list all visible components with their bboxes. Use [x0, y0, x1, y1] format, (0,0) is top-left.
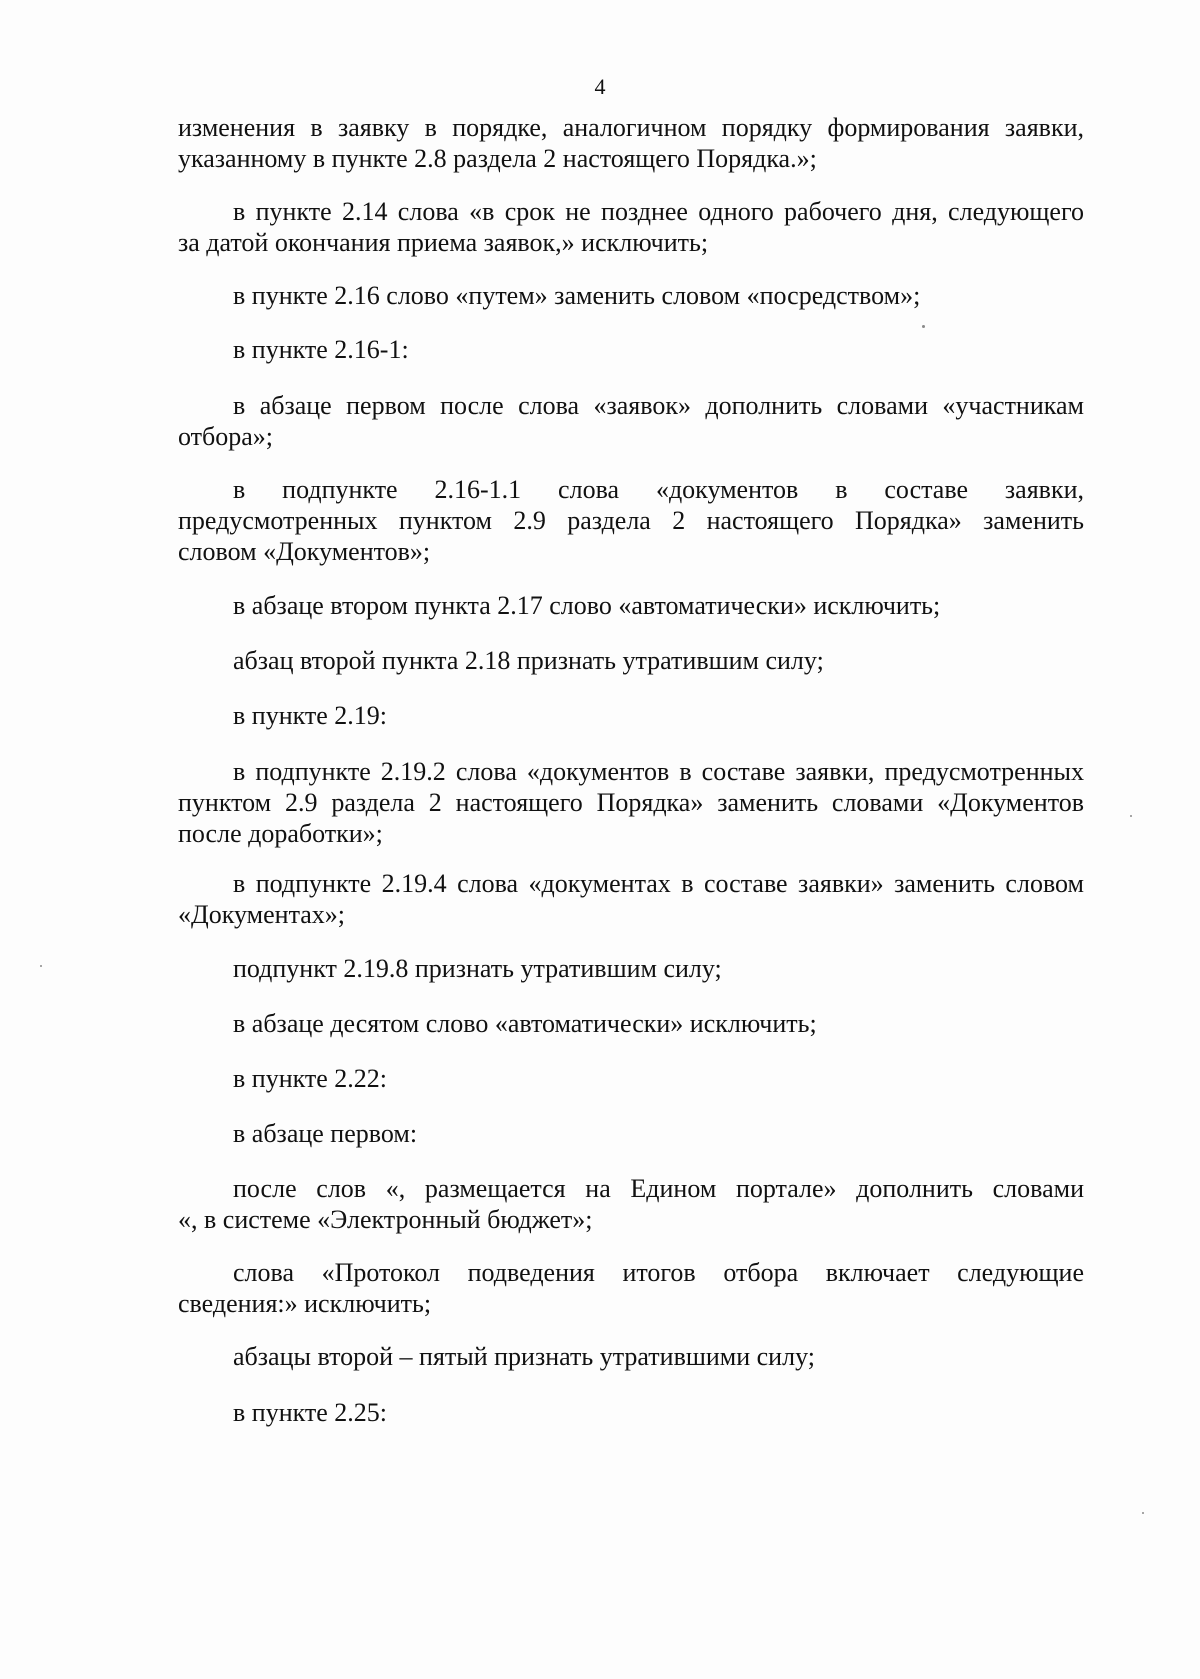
paragraph — [178, 196, 1084, 258]
paragraph-line: «Документах»; — [178, 900, 346, 929]
page-number: 4 — [594, 74, 606, 99]
paragraph — [178, 1118, 1084, 1149]
paragraph-line: в подпункте 2.19.4 слова «документах в составе заявки» заменить словом — [233, 869, 1084, 898]
paragraph-line: «, в системе «Электронный бюджет»; — [178, 1205, 593, 1234]
paragraph-line: за датой окончания приема заявок,» исключить; — [178, 228, 709, 257]
paragraph — [178, 280, 1084, 311]
paragraph-line: в пункте 2.16 слово «путем» заменить словом «посредством»; — [233, 281, 921, 310]
scan-speck — [1130, 815, 1132, 817]
paragraph-line: пунктом 2.9 раздела 2 настоящего Порядка» заменить словами «Документов — [178, 788, 1084, 817]
paragraph-line: словом «Документов»; — [178, 537, 431, 566]
paragraph — [178, 1397, 1084, 1428]
paragraph — [178, 390, 1084, 452]
paragraph — [178, 334, 1084, 365]
paragraph-line: в подпункте 2.19.2 слова «документов в составе заявки, предусмотренных — [233, 757, 1084, 786]
paragraph — [178, 1257, 1084, 1319]
scan-speck — [40, 965, 42, 967]
paragraph — [178, 590, 1084, 621]
paragraph-line: в пункте 2.19: — [233, 701, 388, 730]
paragraph-line: в абзаце втором пункта 2.17 слово «автоматически» исключить; — [233, 591, 941, 620]
paragraph-line: сведения:» исключить; — [178, 1289, 432, 1318]
paragraph-line: в пункте 2.25: — [233, 1398, 388, 1427]
paragraph — [178, 474, 1084, 567]
paragraph — [178, 645, 1084, 676]
paragraph — [178, 1341, 1084, 1372]
paragraph-line: в подпункте 2.16-1.1 слова «документов в составе заявки, — [233, 475, 1084, 504]
paragraph — [178, 1173, 1084, 1235]
scan-speck — [1142, 1512, 1144, 1514]
paragraph-line: после доработки»; — [178, 819, 383, 848]
paragraph-line: абзацы второй – пятый признать утратившими силу; — [233, 1342, 815, 1371]
paragraph-line: в абзаце первом после слова «заявок» дополнить словами «участникам — [233, 391, 1084, 420]
paragraph-line: в абзаце первом: — [233, 1119, 418, 1148]
paragraph-line: в абзаце десятом слово «автоматически» исключить; — [233, 1009, 817, 1038]
scan-speck — [922, 325, 925, 328]
paragraph-line: в пункте 2.14 слова «в срок не позднее одного рабочего дня, следующего — [233, 197, 1084, 226]
paragraph-line: отбора»; — [178, 422, 274, 451]
paragraph-line: подпункт 2.19.8 признать утратившим силу; — [233, 954, 722, 983]
paragraph-line: изменения в заявку в порядке, аналогичном порядку формирования заявки, — [178, 113, 1084, 142]
paragraph-line: предусмотренных пунктом 2.9 раздела 2 настоящего Порядка» заменить — [178, 506, 1084, 535]
paragraph-line: слова «Протокол подведения итогов отбора включает следующие — [233, 1258, 1084, 1287]
paragraph-line: в пункте 2.16-1: — [233, 335, 409, 364]
paragraph-line: указанному в пункте 2.8 раздела 2 настоящего Порядка.»; — [178, 144, 817, 173]
paragraph — [178, 1008, 1084, 1039]
paragraph — [178, 868, 1084, 930]
paragraph — [178, 756, 1084, 849]
paragraph-line: после слов «, размещается на Едином портале» дополнить словами — [233, 1174, 1084, 1203]
paragraph-line: в пункте 2.22: — [233, 1064, 388, 1093]
paragraph-line: абзац второй пункта 2.18 признать утратившим силу; — [233, 646, 824, 675]
paragraph — [178, 953, 1084, 984]
paragraph — [178, 700, 1084, 731]
paragraph — [178, 112, 1084, 174]
paragraph — [178, 1063, 1084, 1094]
